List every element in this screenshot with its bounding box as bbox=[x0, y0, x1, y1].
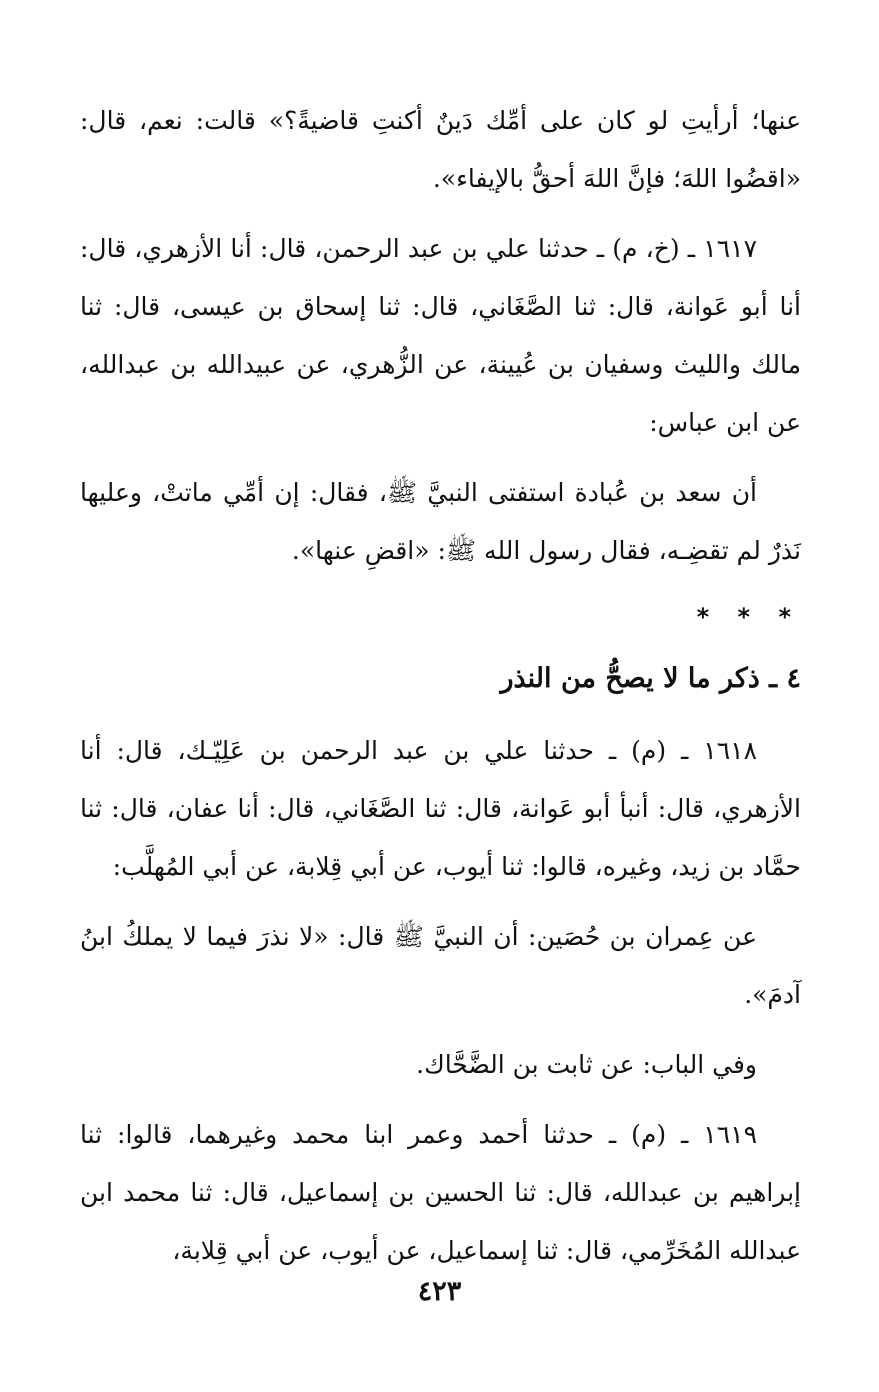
hadith-1617-isnad: ١٦١٧ ـ (خ، م) ـ حدثنا علي بن عبد الرحمن، قال: أنا الأزهري، قال: أنا أبو عَوانة، قال: ثنا الصَّغَاني، قال: ثنا إسحاق بن عيسى، قال: ثنا مالك والليث وسفيان بن عُيينة، عن الزُّهري، عن عبيدالله بن عبدالله، عن ابن عباس: bbox=[80, 234, 801, 437]
hadith-1619-isnad: ١٦١٩ ـ (م) ـ حدثنا أحمد وعمر ابنا محمد وغيرهما، قالوا: ثنا إبراهيم بن عبدالله، قال: ثنا الحسين بن إسماعيل، قال: ثنا محمد ابن عبدالله المُخَرِّمي، قال: ثنا إسماعيل، عن أيوب، عن أبي قِلابة، bbox=[80, 1120, 801, 1265]
hadith-1617-matn: أن سعد بن عُبادة استفتى النبيَّ ﷺ، فقال: إن أمِّي ماتتْ، وعليها نَذرٌ لم تقضِـه، فقال رسول الله ﷺ: «اقضِ عنها». bbox=[80, 478, 801, 565]
hadith-1618-matn: عن عِمران بن حُصَين: أن النبيَّ ﷺ قال: «لا نذرَ فيما لا يملكُ ابنُ آدمَ». bbox=[80, 922, 801, 1009]
section-separator: * * * bbox=[696, 603, 801, 631]
paragraph-continuation: عنها؛ أرأيتِ لو كان على أمِّك دَينٌ أكنتِ قاضيةً؟» قالت: نعم، قال: «اقضُوا اللهَ؛ فإنَّ اللهَ أحقُّ بالإيفاء». bbox=[80, 106, 801, 193]
hadith-1618-isnad: ١٦١٨ ـ (م) ـ حدثنا علي بن عبد الرحمن بن عَلِيّـك، قال: أنا الأزهري، قال: أنبأ أبو عَوانة، قال: ثنا الصَّغَاني، قال: أنا عفان، قال: ثنا حمَّاد بن زيد، وغيره، قالوا: ثنا أيوب، عن أبي قِلابة، عن أبي المُهلَّب: bbox=[80, 736, 801, 881]
page-body bbox=[80, 92, 801, 1280]
section-heading: ٤ ـ ذكر ما لا يصحُّ من النذر bbox=[500, 663, 801, 694]
page-number: ٤٢٣ bbox=[417, 1276, 462, 1307]
chapter-note: وفي الباب: عن ثابت بن الضَّحَّاك. bbox=[416, 1050, 757, 1079]
